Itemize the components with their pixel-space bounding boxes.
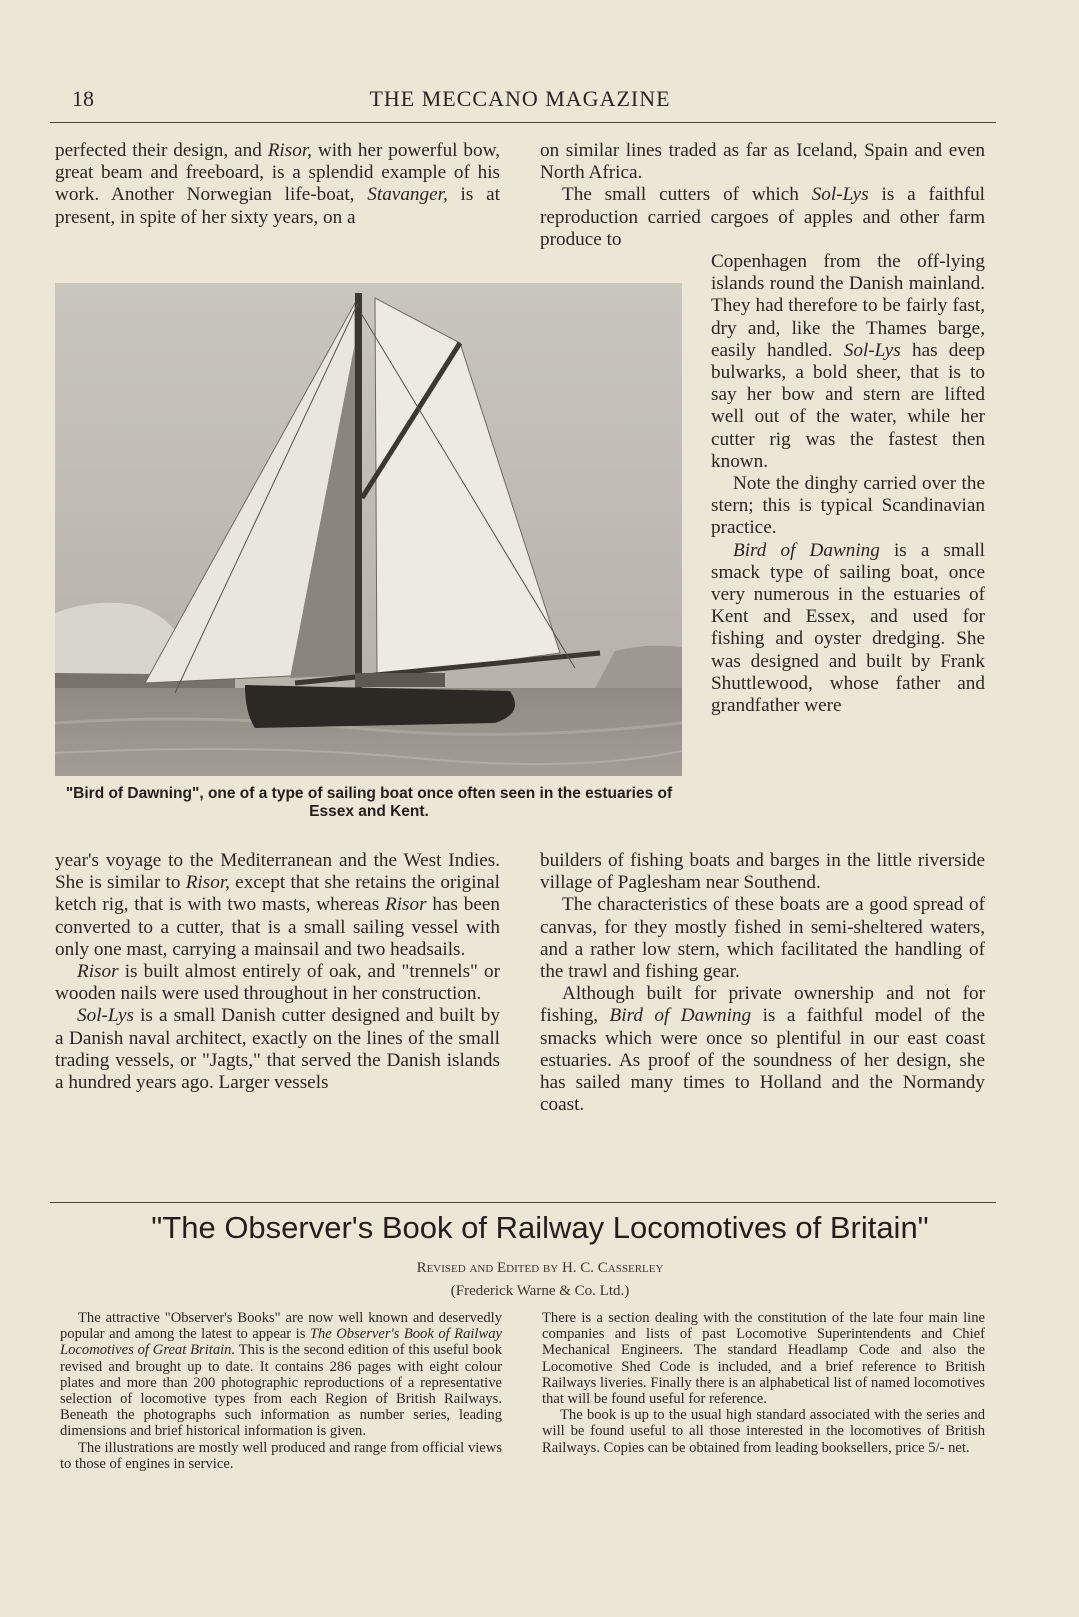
magazine-title: THE MECCANO MAGAZINE <box>369 86 671 111</box>
section-rule <box>50 1202 996 1203</box>
paragraph: Sol-Lys is a small Danish cutter designed and built by a Danish naval architect, exactly on the lines of the small trading vessels, or "Jagts," that served the Danish islands a hundred years ago. Larger vessels <box>55 1005 500 1094</box>
paragraph: There is a section dealing with the constitution of the late four main line companies and lists of past Locomotive Superintendents and Chief Mechanical Engineers. The standard Headlamp Code and also the Locomotive Shed Code is included, and a brief reference to British Railways liveries. Finally there is an alphabetical list of named locomotives that will be found useful for reference. <box>542 1310 985 1408</box>
review-title: "The Observer's Book of Railway Locomotives of Britain" <box>151 1210 929 1245</box>
article-left-bottom <box>55 850 500 1094</box>
sailing-boat-illustration <box>55 283 682 776</box>
header-rule <box>50 122 996 123</box>
paragraph: The illustrations are mostly well produced and range from official views to those of engines in service. <box>60 1439 502 1472</box>
paragraph: Note the dinghy carried over the stern; this is typical Scandinavian practice. <box>711 473 985 539</box>
paragraph: The characteristics of these boats are a good spread of canvas, for they mostly fished in semi-sheltered waters, and a rather low stern, which facilitated the handling of the trawl and fishing gear. <box>540 894 985 983</box>
page-number: 18 <box>72 86 94 111</box>
review-right-column <box>542 1310 985 1456</box>
review-left-column <box>60 1310 502 1472</box>
review-editor: Revised and Edited by H. C. Casserley <box>416 1260 664 1276</box>
article-right-top <box>540 140 985 251</box>
paragraph: year's voyage to the Mediterranean and the West Indies. She is similar to Risor, except that she retains the original ketch rig, that is with two masts, whereas Risor has been converted to a cutter, that is a small sailing vessel with only one mast, carrying a mainsail and two headsails. <box>55 850 500 960</box>
paragraph: builders of fishing boats and barges in the little riverside village of Paglesham near Southend. <box>540 850 985 894</box>
paragraph: The small cutters of which Sol-Lys is a faithful reproduction carried cargoes of apples and other farm produce to <box>540 184 986 250</box>
paragraph: The attractive "Observer's Books" are now well known and deservedly popular and among the latest to appear is The Observer's Book of Railway Locomotives of Great Britain. This is the second edition of this useful book revised and brought up to date. It contains 286 pages with eight colour plates and more than 200 photographic reproductions of a representative selection of locomotive types from each Region of British Railways. Beneath the photographs such information as number series, leading dimensions and brief historical information is given. <box>60 1310 502 1440</box>
paragraph: perfected their design, and Risor, with her powerful bow, great beam and freeboard, is a splendid example of his work. Another Norwegian life-boat, Stavanger, is at present, in spite of her sixty years, on a <box>55 140 500 228</box>
sailing-boat-photo <box>55 283 682 776</box>
paragraph: Although built for private ownership and not for fishing, Bird of Dawning is a faithful model of the smacks which were once so plentiful in our east coast estuaries. As proof of the soundness of her design, she has sailed many times to Holland and the Normandy coast. <box>540 983 985 1116</box>
article-right-narrow <box>711 251 985 717</box>
photo-caption: "Bird of Dawning", one of a type of sailing boat once often seen in the estuaries of Essex and Kent. <box>65 785 673 820</box>
paragraph: Risor is built almost entirely of oak, and "trennels" or wooden nails were used throughout in her construction. <box>55 961 500 1005</box>
review-publisher: (Frederick Warne & Co. Ltd.) <box>450 1283 630 1299</box>
paragraph: The book is up to the usual high standard associated with the series and will be found useful to all those interested in the locomotives of British Railways. Copies can be obtained from leading booksellers, price 5/- net. <box>542 1407 985 1456</box>
paragraph: on similar lines traded as far as Iceland, Spain and even North Africa. <box>540 140 985 184</box>
article-left-top <box>55 140 500 229</box>
article-right-bottom <box>540 850 985 1116</box>
paragraph: Bird of Dawning is a small smack type of sailing boat, once very numerous in the estuaries of Kent and Essex, and used for fishing and oyster dredging. She was designed and built by Frank Shuttlewood, whose father and grandfather were <box>711 539 985 717</box>
paragraph: Copenhagen from the off-lying islands round the Danish mainland. They had therefore to be fairly fast, dry and, like the Thames barge, easily handled. Sol-Lys has deep bulwarks, a bold sheer, that is to say her bow and stern are lifted well out of the water, while her cutter rig was the fastest then known. <box>711 251 985 472</box>
